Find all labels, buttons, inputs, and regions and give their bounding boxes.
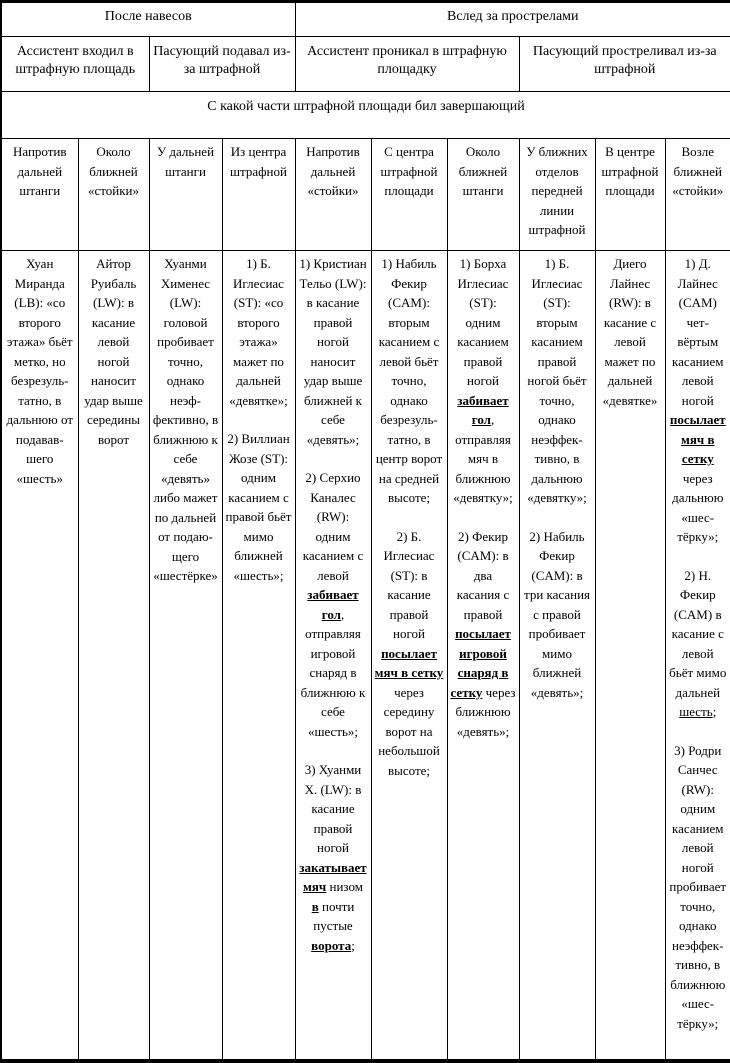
cell-text: почти пустые bbox=[313, 898, 355, 933]
zone-header-5: Напротив дальней «стойки» bbox=[295, 139, 371, 251]
highlighted-phrase: закатывает мяч bbox=[299, 859, 367, 894]
cell-text: Айтор Руибаль (LW): в касание левой ногой наносит удар выше середины ворот bbox=[84, 256, 143, 447]
cell-text: 3) Хуанми Х. (LW): в касание правой ногой bbox=[304, 762, 362, 855]
data-cell-8 bbox=[519, 251, 595, 1062]
cell-text: через дальнюю «шестёрку»; bbox=[672, 470, 724, 544]
method-header-passer-crossed: Пасующий подавал из-за штрафной bbox=[149, 37, 295, 92]
data-cell-6 bbox=[371, 251, 447, 1062]
question-header: С какой части штрафной площади бил завершающий bbox=[1, 92, 730, 139]
highlighted-phrase: ворота bbox=[311, 937, 352, 953]
zone-header-7: Около ближней штанги bbox=[447, 139, 519, 251]
cell-text: , отправляя мяч в ближнюю «девятку»; bbox=[453, 412, 513, 505]
data-cell-4 bbox=[222, 251, 295, 1062]
cell-text: , отправляя игровой снаряд в ближнюю к себе «шесть»; bbox=[300, 606, 366, 739]
data-cell-10 bbox=[665, 251, 730, 1062]
group-header-row bbox=[1, 2, 730, 37]
cell-text: 1) Кристиан Тельо (LW): в касание правой ногой наносит удар выше ближней к себе «девять»; bbox=[299, 256, 367, 447]
cell-text: 2) Н. Фекир (CAM) в касание с левой бьёт мимо дальней bbox=[669, 567, 727, 700]
zone-header-9: В центре штрафной площади bbox=[595, 139, 665, 251]
data-cell-1 bbox=[1, 251, 78, 1062]
cell-text: 2) Серхио Каналес (RW): одним касанием с левой bbox=[302, 470, 364, 583]
group-header-after-cutbacks: Вслед за прострелами bbox=[295, 2, 730, 37]
cell-text: 1) Борха Иглесиас (ST): одним касанием правой ногой bbox=[457, 256, 509, 388]
cell-text: ; bbox=[351, 937, 355, 953]
cell-text: 2) Фекир (CAM): в два касания с правой bbox=[456, 528, 510, 622]
data-cell-9 bbox=[595, 251, 665, 1062]
zone-header-row bbox=[1, 139, 730, 251]
highlighted-phrase: посылает игровой снаряд в сетку bbox=[450, 626, 511, 700]
zone-header-4: Из центра штрафной bbox=[222, 139, 295, 251]
cell-text: Диего Лайнес (RW): в касание с левой мажет по дальней «девятке» bbox=[602, 256, 658, 408]
zone-header-10: Возле ближней «стойки» bbox=[665, 139, 730, 251]
method-header-assistant-entered: Ассистент входил в штрафную площадь bbox=[1, 37, 149, 92]
data-cell-2 bbox=[78, 251, 149, 1062]
highlighted-phrase: посылает мяч в сетку bbox=[374, 645, 444, 680]
highlighted-phrase: забивает гол bbox=[307, 587, 359, 622]
highlighted-phrase: забивает гол bbox=[457, 392, 509, 427]
cell-text: 1) Б. Иглесиас (ST): вторым касанием правой ногой бьёт точно, однако неэффективно, в дальнюю «девятку»; bbox=[527, 256, 587, 505]
data-cell-3 bbox=[149, 251, 222, 1062]
question-header-row bbox=[1, 92, 730, 139]
cell-text: 1) Д. Лайнес (CAM) четвёртым касанием левой ногой bbox=[672, 256, 724, 408]
cell-text: 1) Б. Иглесиас (ST): «со второго этажа» мажет по дальней «девятке»; bbox=[229, 256, 288, 408]
cell-text: 2) Б. Иглесиас (ST): в касание правой ногой bbox=[383, 528, 435, 641]
cell-text: ; bbox=[712, 704, 717, 719]
cell-text: Хуан Миранда (LB): «со второго этажа» бьёт метко, но безрезультатно, в дальнюю от подававшего «шесть» bbox=[6, 256, 74, 486]
zone-header-8: У ближних отделов передней линии штрафной bbox=[519, 139, 595, 251]
method-header-assistant-penetrated: Ассистент проникал в штрафную площадку bbox=[295, 37, 519, 92]
zone-header-3: У дальней штанги bbox=[149, 139, 222, 251]
cell-text: 2) Набиль Фекир (CAM): в три касания с правой пробивает мимо ближней «девять»; bbox=[523, 528, 591, 700]
highlighted-phrase: шесть bbox=[679, 704, 713, 719]
cell-text: 1) Набиль Фекир (CAM): вторым касанием с левой бьёт точно, однако безрезультатно, в центр ворот на средней высоте; bbox=[375, 256, 443, 505]
data-cell-5 bbox=[295, 251, 371, 1062]
cell-text: через ближнюю «девять»; bbox=[455, 684, 516, 739]
cell-text: 2) Виллиан Жозе (ST): одним касанием с правой бьёт мимо ближней «шесть»; bbox=[225, 431, 292, 583]
zone-header-2: Около ближней «стойки» bbox=[78, 139, 149, 251]
group-header-after-crosses: После навесов bbox=[1, 2, 295, 37]
method-header-row bbox=[1, 37, 730, 92]
cell-text: Хуанми Хименес (LW): головой пробивает точно, однако неэффективно, в ближнюю к себе «девять» либо мажет по дальней от подающего «шестёрке» bbox=[152, 256, 219, 583]
cell-text: 3) Родри Санчес (RW): одним касанием левой ногой пробивает точно, однако неэффективно, в ближнюю «шестёрку»; bbox=[669, 742, 727, 1031]
highlighted-phrase: в bbox=[311, 898, 319, 914]
cell-text: низом bbox=[326, 879, 363, 894]
data-cell-7 bbox=[447, 251, 519, 1062]
data-row bbox=[1, 251, 730, 1062]
method-header-passer-cutback: Пасующий простреливал из-за штрафной bbox=[519, 37, 730, 92]
cell-text: через середину ворот на небольшой высоте; bbox=[378, 684, 440, 778]
zone-header-6: С центра штрафной площади bbox=[371, 139, 447, 251]
highlighted-phrase: посылает мяч в сетку bbox=[669, 412, 726, 466]
zone-header-1: Напротив дальней штанги bbox=[1, 139, 78, 251]
